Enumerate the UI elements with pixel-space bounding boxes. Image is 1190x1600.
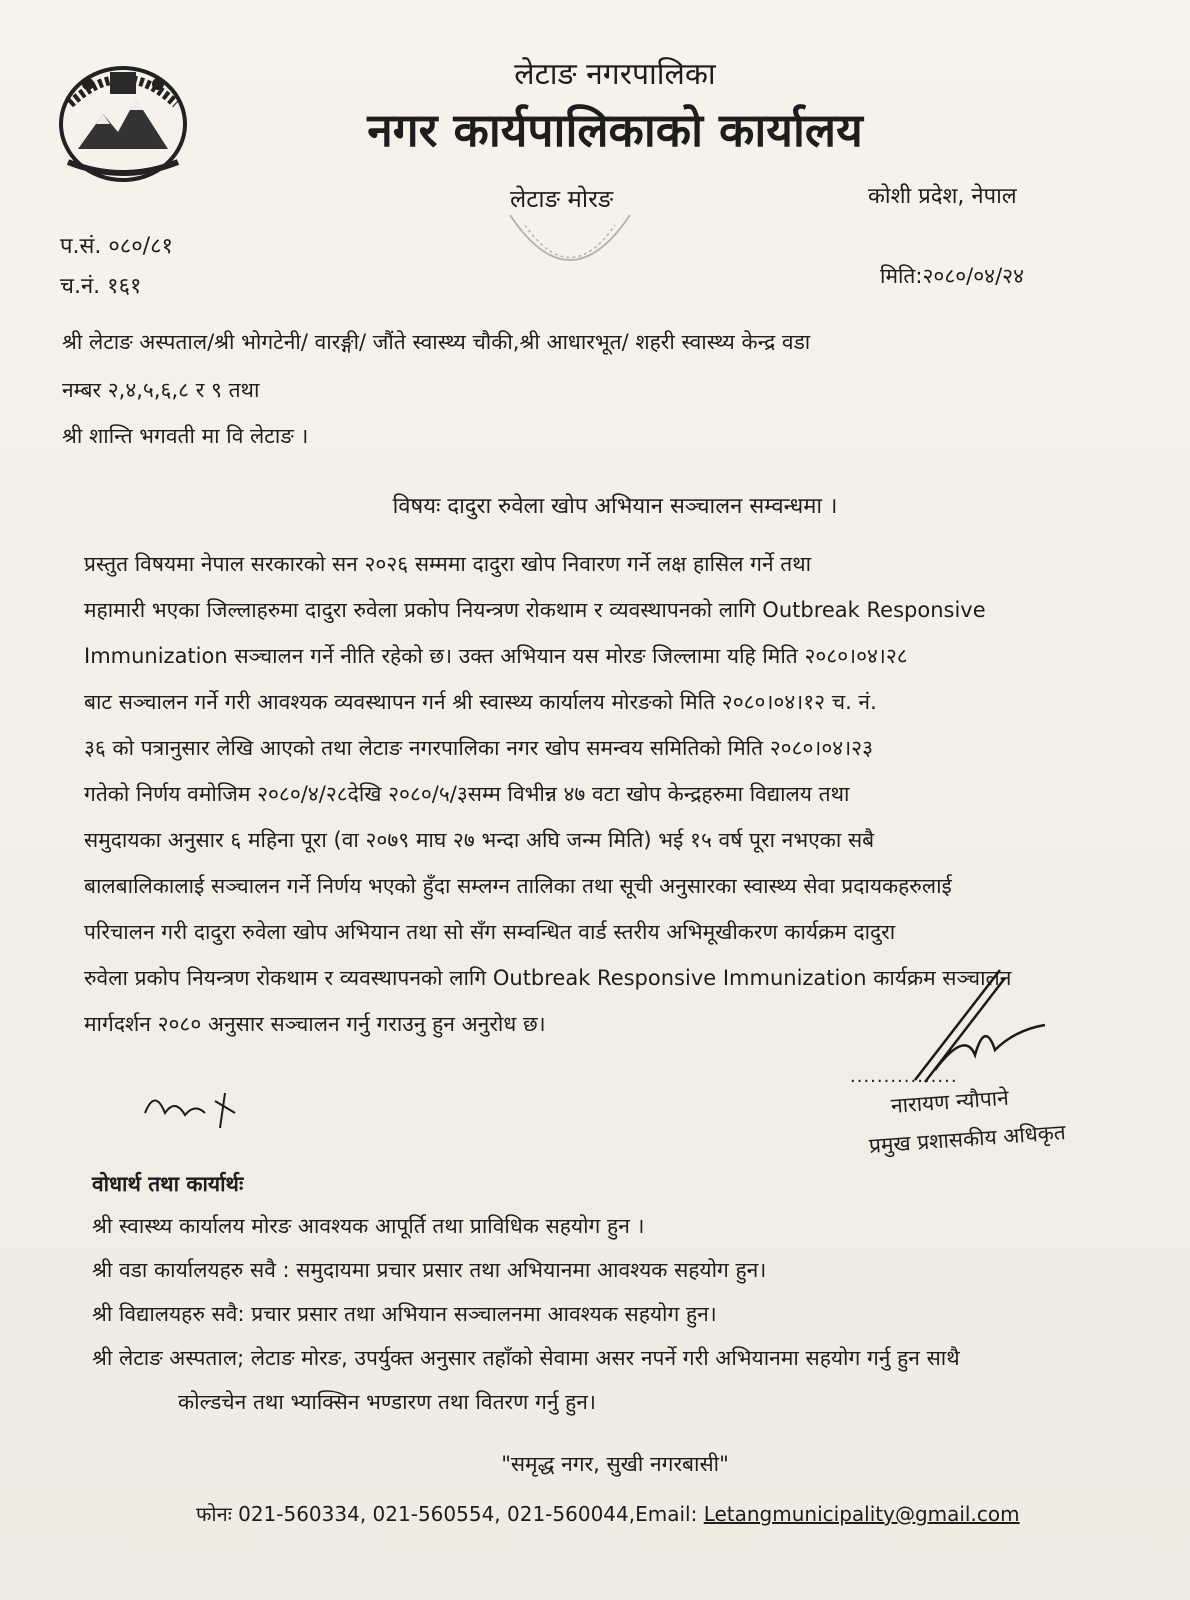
- body-line: मार्गदर्शन २०८० अनुसार सञ्चालन गर्नु गराउनु हुन अनुरोध छ।: [84, 1012, 546, 1036]
- body-line: समुदायका अनुसार ६ महिना पूरा (वा २०७९ माघ २७ भन्दा अघि जन्म मिति) भई १५ वर्ष पूरा नभएका सबै: [84, 828, 875, 852]
- body-line: बालबालिकालाई सञ्चालन गर्ने निर्णय भएको हुँदा सम्लग्न तालिका तथा सूची अनुसारका स्वास्थ्य सेवा प्रदायकहरुलाई: [84, 874, 952, 898]
- cc-line: श्री वडा कार्यालयहरु सवै : समुदायमा प्रचार प्रसार तथा अभियानमा आवश्यक सहयोग हुन।: [92, 1258, 767, 1282]
- cc-line: कोल्डचेन तथा भ्याक्सिन भण्डारण तथा वितरण गर्नु हुन।: [178, 1390, 596, 1414]
- body-line: प्रस्तुत विषयमा नेपाल सरकारको सन २०२६ सम्ममा दादुरा खोप निवारण गर्ने लक्ष हासिल गर्ने तथा: [84, 552, 812, 576]
- initials-icon: [140, 1083, 260, 1133]
- municipality-name: लेटाङ नगरपालिका: [514, 57, 716, 92]
- addressee-line: नम्बर २,४,५,६,८ र ९ तथा: [62, 378, 260, 402]
- reference-number: प.सं. ०८०/८१: [60, 234, 173, 259]
- body-line: गतेको निर्णय वमोजिम २०८०/४/२८देखि २०८०/५/३सम्म विभीन्न ४७ वटा खोप केन्द्रहरुमा विद्यालय तथा: [84, 782, 850, 806]
- province-label: कोशी प्रदेश, नेपाल: [868, 184, 1017, 209]
- faint-stamp-icon: [500, 195, 640, 305]
- office-location: लेटाङ मोरङ: [510, 185, 614, 213]
- body-line: परिचालन गरी दादुरा रुवेला खोप अभियान तथा सो सँग सम्वन्धित वार्ड स्तरीय अभिमूखीकरण कार्यक्रम दादुरा: [84, 920, 896, 944]
- footer-slogan: "समृद्ध नगर, सुखी नगरबासी": [501, 1452, 729, 1476]
- addressee-line: श्री शान्ति भगवती मा वि लेटाङ ।: [62, 424, 309, 448]
- office-title: नगर कार्यपालिकाको कार्यालय: [367, 103, 863, 157]
- letter-subject: विषयः दादुरा रुवेला खोप अभियान सञ्चालन सम्वन्धमा ।: [392, 494, 838, 519]
- letter-date: मिति:२०८०/०४/२४: [880, 264, 1024, 288]
- body-line: महामारी भएका जिल्लाहरुमा दादुरा रुवेला प्रकोप नियन्त्रण रोकथाम र व्यवस्थापनको लागि Outbreak Responsive: [84, 598, 986, 622]
- cc-line: श्री स्वास्थ्य कार्यालय मोरङ आवश्यक आपूर्ति तथा प्राविधिक सहयोग हुन ।: [92, 1214, 645, 1238]
- body-line: ३६ को पत्रानुसार लेखि आएको तथा लेटाङ नगरपालिका नगर खोप समन्वय समितिको मिति २०८०।०४।२३: [84, 736, 874, 760]
- body-line: रुवेला प्रकोप नियन्त्रण रोकथाम र व्यवस्थापनको लागि Outbreak Responsive Immunization कार्यक्रम सञ्चालन: [84, 966, 1012, 990]
- cc-line: श्री विद्यालयहरु सवै: प्रचार प्रसार तथा अभियान सञ्चालनमा आवश्यक सहयोग हुन।: [92, 1302, 717, 1326]
- signature-dotted-line: ................: [850, 1066, 958, 1087]
- signer-title: प्रमुख प्रशासकीय अधिकृत: [868, 1120, 1067, 1158]
- footer-contact: [196, 1500, 1020, 1527]
- addressee-line: श्री लेटाङ अस्पताल/श्री भोगटेनी/ वारङ्गी/ जौंते स्वास्थ्य चौकी,श्री आधारभूत/ शहरी स्वास्थ्य केन्द्र वडा: [62, 330, 811, 354]
- dispatch-number: च.नं. १६१: [60, 274, 142, 299]
- footer-phone: फोनः 021-560334, 021-560554, 021-560044,Email:: [196, 1502, 704, 1526]
- cc-line: श्री लेटाङ अस्पताल; लेटाङ मोरङ, उपर्युक्त अनुसार तहाँको सेवामा असर नपर्ने गरी अभियानमा सहयोग गर्नु हुन साथै: [92, 1346, 960, 1370]
- cc-heading: वोधार्थ तथा कार्यार्थः: [92, 1172, 244, 1196]
- signer-name: नारायण न्यौपाने: [890, 1085, 1010, 1118]
- body-line: बाट सञ्चालन गर्ने गरी आवश्यक व्यवस्थापन गर्न श्री स्वास्थ्य कार्यालय मोरङको मिति २०८०।०४।१२ च. नं.: [84, 690, 877, 714]
- body-line: Immunization सञ्चालन गर्ने नीति रहेको छ। उक्त अभियान यस मोरङ जिल्लामा यहि मिति २०८०।०४।२८: [84, 644, 908, 668]
- footer-email-link[interactable]: Letangmunicipality@gmail.com: [703, 1502, 1020, 1526]
